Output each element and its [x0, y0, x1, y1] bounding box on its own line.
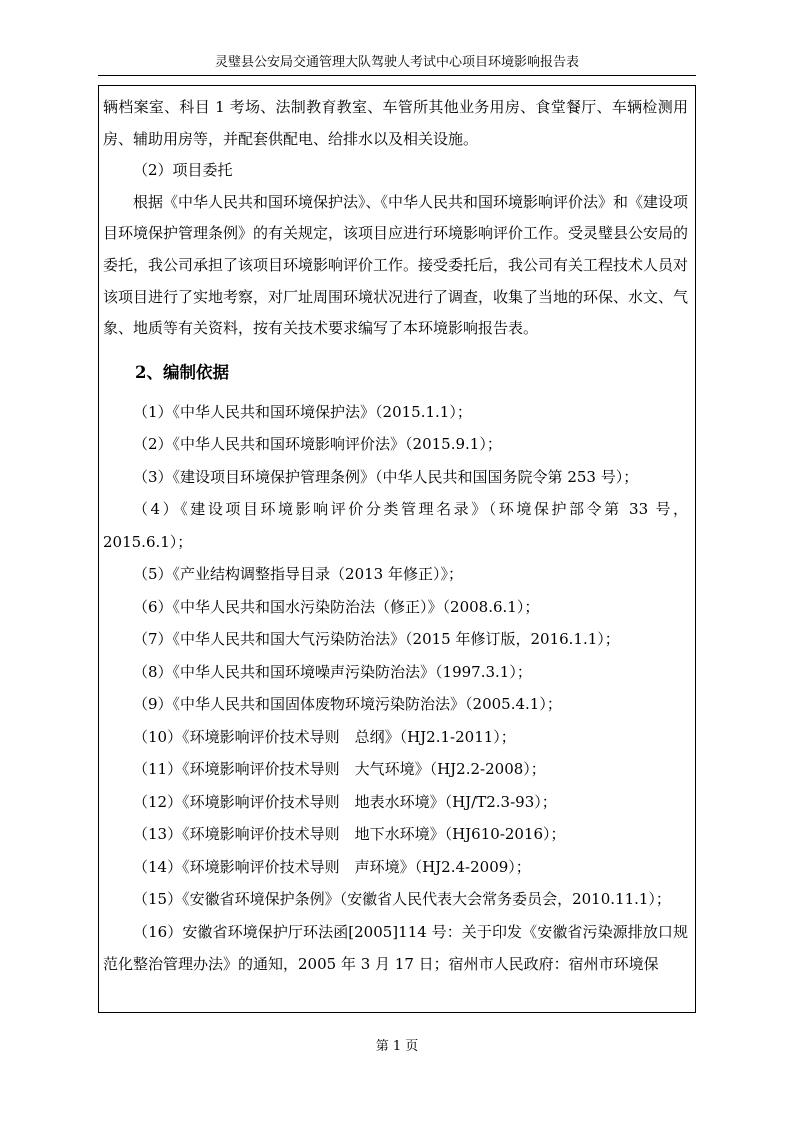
reference-item: （2）《中华人民共和国环境影响评价法》（2015.9.1）； [133, 435, 502, 454]
entrust-paragraph: 根据《中华人民共和国环境保护法》、《中华人民共和国环境影响评价法》和《建设项目环境保护管理条例》的有关规定，该项目应进行环境影响评价工作。受灵璧县公安局的委托，我公司承担了该项目环境影响评价工作。接受委托后，我公司有关工程技术人员对该项目进行了实地考察，对厂址周围环境状况进行了调查，收集了当地的环保、水文、气象、地质等有关资料，按有关技术要求编写了本环境影响报告表。 [103, 192, 689, 338]
subheading-entrust: （2）项目委托 [133, 161, 233, 180]
reference-item: （3）《建设项目环境保护管理条例》（中华人民共和国国务院令第 253 号）； [133, 467, 639, 486]
reference-list [103, 396, 688, 981]
reference-item: （8）《中华人民共和国环境噪声污染防治法》（1997.3.1）； [133, 662, 532, 681]
continued-paragraph: 辆档案室、科目 1 考场、法制教育教室、车管所其他业务用房、食堂餐厅、车辆检测用房、辅助用房等，并配套供配电、给排水以及相关设施。 [103, 98, 688, 148]
document-body [103, 92, 688, 981]
reference-item: （11）《环境影响评价技术导则 大气环境》（HJ2.2-2008）； [133, 760, 546, 779]
reference-item: （10）《环境影响评价技术导则 总纲》（HJ2.1-2011）； [133, 727, 516, 746]
reference-item: （12）《环境影响评价技术导则 地表水环境》（HJ/T2.3-93）； [133, 792, 557, 811]
reference-item: （5）《产业结构调整指导目录（2013 年修正）》； [133, 565, 463, 584]
page-number: 第 1 页 [375, 1039, 419, 1054]
reference-item: （4）《建设项目环境影响评价分类管理名录》（环境保护部令第 33 号，2015.6.1）； [103, 500, 688, 551]
reference-item: （7）《中华人民共和国大气污染防治法》（2015 年修订版，2016.1.1）； [133, 630, 620, 649]
reference-item: （13）《环境影响评价技术导则 地下水环境》（HJ610-2016）； [133, 825, 566, 844]
reference-item: （16）安徽省环境保护厅环法函[2005]114 号：关于印发《安徽省污染源排放口规范化整治管理办法》的通知，2005 年 3 月 17 日；宿州市人民政府：宿州市环境保 [103, 922, 688, 974]
reference-item: （9）《中华人民共和国固体废物环境污染防治法》（2005.4.1）； [133, 695, 562, 714]
reference-item: （1）《中华人民共和国环境保护法》（2015.1.1）； [133, 402, 472, 421]
reference-item: （6）《中华人民共和国水污染防治法（修正）》（2008.6.1）； [133, 597, 540, 616]
section-heading: 2、编制依据 [135, 362, 229, 382]
reference-item: （15）《安徽省环境保护条例》（安徽省人民代表大会常务委员会，2010.11.1）； [133, 890, 671, 909]
page-header: 灵璧县公安局交通管理大队驾驶人考试中心项目环境影响报告表 [214, 55, 579, 70]
reference-item: （14）《环境影响评价技术导则 声环境》（HJ2.4-2009）； [133, 857, 531, 876]
header-divider [98, 75, 696, 76]
